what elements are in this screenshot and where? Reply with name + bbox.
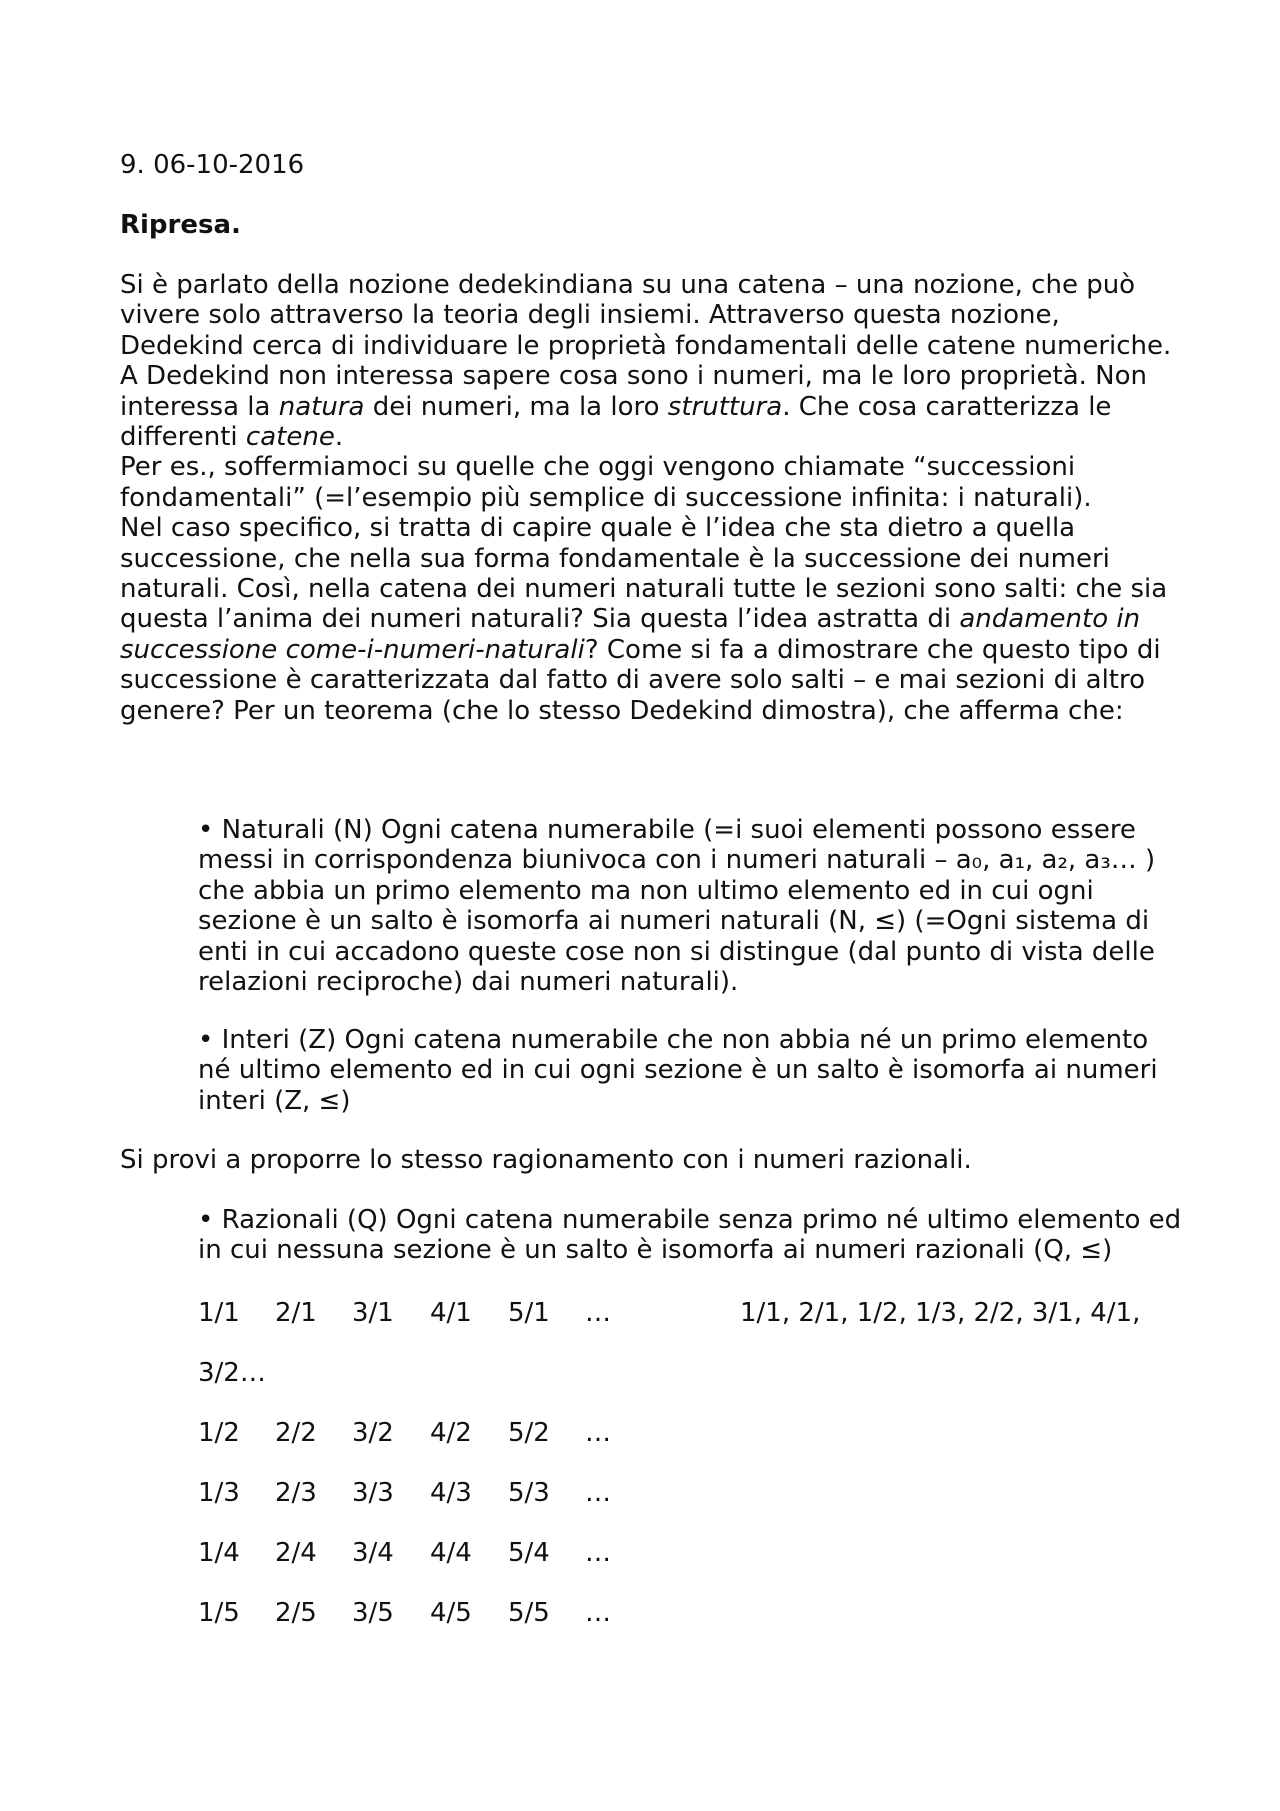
fraction-cell: … [585, 1538, 611, 1568]
fraction-cell: 4/2 [430, 1418, 472, 1448]
bullet-naturali: • Naturali (N) Ogni catena numerabile (=i suoi elementi possono essere messi in corrispondenza biunivoca con i numeri naturali – a₀, a₁, a₂, a₃… ) che abbia un primo elemento ma non ultimo elemento ed in cui ogni sezione è un salto è isomorfa ai numeri naturali (N, ≤) (=Ogni sistema di enti in cui accadono queste cose non si distingue (dal punto di vista delle relazioni reciproche) dai numeri naturali). [198, 815, 1156, 998]
paragraph-razionali-intro: Si provi a proporre lo stesso ragionamento con i numeri razionali. [120, 1145, 972, 1175]
section-title: Ripresa. [120, 210, 241, 240]
fraction-cell: 2/3 [275, 1478, 317, 1508]
paragraph-dedekind-nozione: Si è parlato della nozione dedekindiana su una catena – una nozione, che può vivere solo attraverso la teoria degli insiemi. Attraverso questa nozione, Dedekind cerca di individuare le proprietà fondamentali delle catene numeriche. [120, 270, 1172, 361]
fraction-cell: 3/4 [352, 1538, 394, 1568]
fraction-cell: 3/5 [352, 1598, 394, 1628]
fraction-cell: 1/4 [198, 1538, 240, 1568]
fraction-cell: 2/2 [275, 1418, 317, 1448]
fraction-cell: 5/1 [508, 1298, 550, 1328]
fraction-cell: 4/4 [430, 1538, 472, 1568]
enumeration-sequence-continued: 3/2… [198, 1358, 266, 1388]
date-line: 9. 06-10-2016 [120, 150, 305, 180]
body-text [120, 270, 1180, 726]
fraction-cell: 2/4 [275, 1538, 317, 1568]
fraction-cell: 3/1 [352, 1298, 394, 1328]
fraction-cell: 5/3 [508, 1478, 550, 1508]
fraction-cell: 5/2 [508, 1418, 550, 1448]
paragraph-caso-specifico: Nel caso specifico, si tratta di capire quale è l’idea che sta dietro a quella successione, che nella sua forma fondamentale è la successione dei numeri naturali. Così, nella catena dei numeri naturali tutte le sezioni sono salti: che sia questa l’anima dei numeri naturali? Sia questa l’idea astratta di andamento in successione come-i-numeri-naturali? Come si fa a dimostrare che questo tipo di successione è caratterizzata dal fatto di avere solo salti – e mai sezioni di altro genere? Per un teorema (che lo stesso Dedekind dimostra), che afferma che: [120, 513, 1168, 726]
fraction-cell: 1/3 [198, 1478, 240, 1508]
fraction-cell: 4/3 [430, 1478, 472, 1508]
paragraph-proprieta: A Dedekind non interessa sapere cosa sono i numeri, ma le loro proprietà. Non interessa la natura dei numeri, ma la loro struttura. Che cosa caratterizza le differenti catene. [120, 361, 1147, 453]
bullet-razionali: • Razionali (Q) Ogni catena numerabile senza primo né ultimo elemento ed in cui nessuna sezione è un salto è isomorfa ai numeri razionali (Q, ≤) [198, 1205, 1182, 1266]
fraction-cell: 5/4 [508, 1538, 550, 1568]
fraction-cell: … [585, 1298, 611, 1328]
fraction-cell: … [585, 1598, 611, 1628]
paragraph-successioni-fondamentali: Per es., soffermiamoci su quelle che oggi vengono chiamate “successioni fondamentali” (=l’esempio più semplice di successione infinita: i naturali). [120, 452, 1092, 513]
enumeration-sequence: 1/1, 2/1, 1/2, 1/3, 2/2, 3/1, 4/1, [740, 1298, 1141, 1328]
fraction-cell: 4/1 [430, 1298, 472, 1328]
bullet-interi: • Interi (Z) Ogni catena numerabile che non abbia né un primo elemento né ultimo elemento ed in cui ogni sezione è un salto è isomorfa ai numeri interi (Z, ≤) [198, 1025, 1158, 1116]
fraction-cell: 2/5 [275, 1598, 317, 1628]
fraction-cell: 1/2 [198, 1418, 240, 1448]
fraction-cell: 5/5 [508, 1598, 550, 1628]
fraction-cell: 4/5 [430, 1598, 472, 1628]
fraction-cell: 1/1 [198, 1298, 240, 1328]
fraction-cell: … [585, 1418, 611, 1448]
fraction-cell: 1/5 [198, 1598, 240, 1628]
fraction-cell: 3/3 [352, 1478, 394, 1508]
fraction-cell: 3/2 [352, 1418, 394, 1448]
fraction-cell: 2/1 [275, 1298, 317, 1328]
fraction-cell: … [585, 1478, 611, 1508]
